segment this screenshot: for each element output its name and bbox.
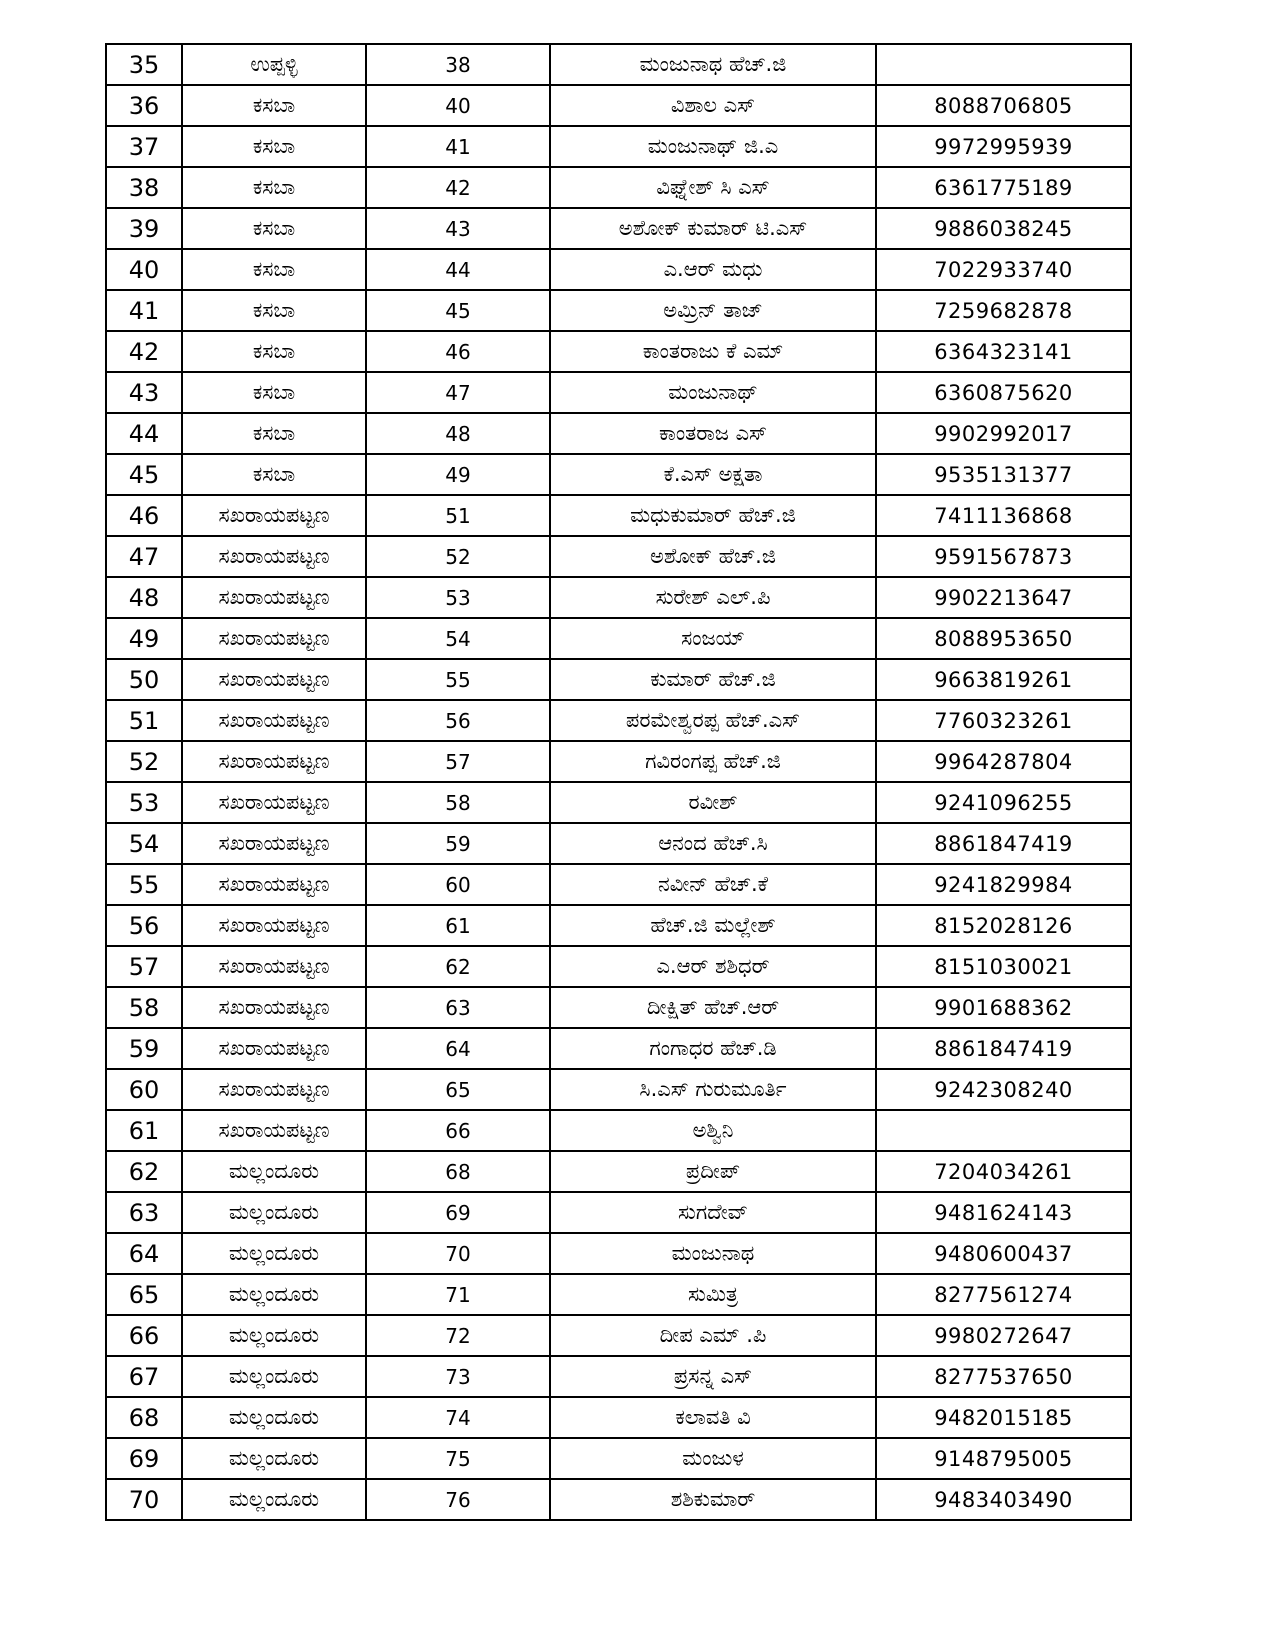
serial-number-cell: 58: [106, 987, 182, 1028]
phone-number-cell: 9886038245: [876, 208, 1131, 249]
number-cell: 62: [366, 946, 550, 987]
table-row: [106, 536, 1131, 577]
person-name-cell: ಎ.ಆರ್ ಮಧು: [550, 249, 876, 290]
serial-number-cell: 54: [106, 823, 182, 864]
person-name-cell: ಎ.ಆರ್ ಶಶಿಧರ್: [550, 946, 876, 987]
number-cell: 38: [366, 44, 550, 85]
number-cell: 56: [366, 700, 550, 741]
hobli-cell: ಕಸಬಾ: [182, 372, 366, 413]
person-name-cell: ಅಶ್ವಿನಿ: [550, 1110, 876, 1151]
person-name-cell: ಪ್ರಸನ್ನ ಎಸ್: [550, 1356, 876, 1397]
person-name-cell: ರವೀಶ್: [550, 782, 876, 823]
table-row: [106, 864, 1131, 905]
hobli-cell: ಸಖರಾಯಪಟ್ಟಣ: [182, 700, 366, 741]
number-cell: 61: [366, 905, 550, 946]
number-cell: 76: [366, 1479, 550, 1520]
table-row: [106, 1315, 1131, 1356]
serial-number-cell: 57: [106, 946, 182, 987]
number-cell: 60: [366, 864, 550, 905]
phone-number-cell: 8277537650: [876, 1356, 1131, 1397]
person-name-cell: ನವೀನ್ ಹೆಚ್.ಕೆ: [550, 864, 876, 905]
person-name-cell: ದೀಕ್ಷಿತ್ ಹೆಚ್.ಆರ್: [550, 987, 876, 1028]
serial-number-cell: 59: [106, 1028, 182, 1069]
phone-number-cell: 9964287804: [876, 741, 1131, 782]
table-row: [106, 905, 1131, 946]
person-name-cell: ಸುರೇಶ್ ಎಲ್.ಪಿ: [550, 577, 876, 618]
person-name-cell: ಸಂಜಯ್: [550, 618, 876, 659]
phone-number-cell: 9535131377: [876, 454, 1131, 495]
hobli-cell: ಕಸಬಾ: [182, 85, 366, 126]
table-row: [106, 208, 1131, 249]
hobli-cell: ಕಸಬಾ: [182, 126, 366, 167]
number-cell: 72: [366, 1315, 550, 1356]
serial-number-cell: 63: [106, 1192, 182, 1233]
person-name-cell: ಸುಗದೇವ್: [550, 1192, 876, 1233]
number-cell: 53: [366, 577, 550, 618]
phone-number-cell: 8861847419: [876, 823, 1131, 864]
phone-number-cell: 8151030021: [876, 946, 1131, 987]
serial-number-cell: 38: [106, 167, 182, 208]
number-cell: 46: [366, 331, 550, 372]
hobli-cell: ಸಖರಾಯಪಟ್ಟಣ: [182, 946, 366, 987]
hobli-cell: ಸಖರಾಯಪಟ್ಟಣ: [182, 823, 366, 864]
hobli-cell: ಸಖರಾಯಪಟ್ಟಣ: [182, 1069, 366, 1110]
phone-number-cell: 7760323261: [876, 700, 1131, 741]
phone-number-cell: 9480600437: [876, 1233, 1131, 1274]
number-cell: 65: [366, 1069, 550, 1110]
table-row: [106, 372, 1131, 413]
serial-number-cell: 68: [106, 1397, 182, 1438]
table-row: [106, 495, 1131, 536]
hobli-cell: ಕಸಬಾ: [182, 454, 366, 495]
serial-number-cell: 40: [106, 249, 182, 290]
serial-number-cell: 70: [106, 1479, 182, 1520]
hobli-cell: ಕಸಬಾ: [182, 331, 366, 372]
number-cell: 40: [366, 85, 550, 126]
serial-number-cell: 56: [106, 905, 182, 946]
phone-number-cell: 9241829984: [876, 864, 1131, 905]
hobli-cell: ಸಖರಾಯಪಟ್ಟಣ: [182, 659, 366, 700]
person-name-cell: ಶಶಿಕುಮಾರ್: [550, 1479, 876, 1520]
table-row: [106, 126, 1131, 167]
hobli-cell: ಕಸಬಾ: [182, 208, 366, 249]
serial-number-cell: 43: [106, 372, 182, 413]
serial-number-cell: 48: [106, 577, 182, 618]
serial-number-cell: 37: [106, 126, 182, 167]
phone-number-cell: [876, 44, 1131, 85]
serial-number-cell: 53: [106, 782, 182, 823]
table-row: [106, 782, 1131, 823]
phone-number-cell: 7411136868: [876, 495, 1131, 536]
number-cell: 48: [366, 413, 550, 454]
table-row: [106, 1069, 1131, 1110]
number-cell: 63: [366, 987, 550, 1028]
number-cell: 51: [366, 495, 550, 536]
phone-number-cell: 8861847419: [876, 1028, 1131, 1069]
serial-number-cell: 44: [106, 413, 182, 454]
hobli-cell: ಸಖರಾಯಪಟ್ಟಣ: [182, 618, 366, 659]
hobli-cell: ಮಲ್ಲಂದೂರು: [182, 1192, 366, 1233]
hobli-cell: ಮಲ್ಲಂದೂರು: [182, 1397, 366, 1438]
person-name-cell: ಕೆ.ಎಸ್ ಅಕ್ಷತಾ: [550, 454, 876, 495]
phone-number-cell: 7204034261: [876, 1151, 1131, 1192]
number-cell: 66: [366, 1110, 550, 1151]
serial-number-cell: 35: [106, 44, 182, 85]
table-row: [106, 946, 1131, 987]
hobli-cell: ಕಸಬಾ: [182, 167, 366, 208]
phone-number-cell: 9902992017: [876, 413, 1131, 454]
number-cell: 42: [366, 167, 550, 208]
table-row: [106, 618, 1131, 659]
hobli-cell: ಮಲ್ಲಂದೂರು: [182, 1356, 366, 1397]
phone-number-cell: 9902213647: [876, 577, 1131, 618]
hobli-cell: ಮಲ್ಲಂದೂರು: [182, 1151, 366, 1192]
serial-number-cell: 62: [106, 1151, 182, 1192]
number-cell: 73: [366, 1356, 550, 1397]
number-cell: 70: [366, 1233, 550, 1274]
hobli-cell: ಸಖರಾಯಪಟ್ಟಣ: [182, 1028, 366, 1069]
roster-body: [106, 44, 1131, 1520]
person-name-cell: ಗವಿರಂಗಪ್ಪ ಹೆಚ್.ಜಿ: [550, 741, 876, 782]
serial-number-cell: 45: [106, 454, 182, 495]
number-cell: 54: [366, 618, 550, 659]
number-cell: 64: [366, 1028, 550, 1069]
serial-number-cell: 69: [106, 1438, 182, 1479]
phone-number-cell: 7259682878: [876, 290, 1131, 331]
number-cell: 44: [366, 249, 550, 290]
person-name-cell: ಕಾಂತರಾಜು ಕೆ ಎಮ್: [550, 331, 876, 372]
phone-number-cell: 9482015185: [876, 1397, 1131, 1438]
serial-number-cell: 55: [106, 864, 182, 905]
hobli-cell: ಸಖರಾಯಪಟ್ಟಣ: [182, 1110, 366, 1151]
table-row: [106, 1028, 1131, 1069]
serial-number-cell: 47: [106, 536, 182, 577]
table-row: [106, 987, 1131, 1028]
phone-number-cell: 6364323141: [876, 331, 1131, 372]
phone-number-cell: 9972995939: [876, 126, 1131, 167]
person-name-cell: ಕುಮಾರ್ ಹೆಚ್.ಜಿ: [550, 659, 876, 700]
phone-number-cell: 9980272647: [876, 1315, 1131, 1356]
phone-number-cell: 8088953650: [876, 618, 1131, 659]
serial-number-cell: 65: [106, 1274, 182, 1315]
person-name-cell: ಹೆಚ್.ಜಿ ಮಲ್ಲೇಶ್: [550, 905, 876, 946]
table-row: [106, 290, 1131, 331]
person-name-cell: ವಿಶಾಲ ಎಸ್: [550, 85, 876, 126]
person-name-cell: ಮಂಜುಳ: [550, 1438, 876, 1479]
hobli-cell: ಮಲ್ಲಂದೂರು: [182, 1438, 366, 1479]
person-name-cell: ಆನಂದ ಹೆಚ್.ಸಿ: [550, 823, 876, 864]
person-name-cell: ಮಂಜುನಾಥ: [550, 1233, 876, 1274]
table-row: [106, 1233, 1131, 1274]
serial-number-cell: 50: [106, 659, 182, 700]
serial-number-cell: 61: [106, 1110, 182, 1151]
table-row: [106, 1397, 1131, 1438]
person-name-cell: ಪ್ರದೀಪ್: [550, 1151, 876, 1192]
number-cell: 59: [366, 823, 550, 864]
person-name-cell: ಮಧುಕುಮಾರ್ ಹೆಚ್.ಜಿ: [550, 495, 876, 536]
serial-number-cell: 49: [106, 618, 182, 659]
hobli-cell: ಕಸಬಾ: [182, 290, 366, 331]
serial-number-cell: 41: [106, 290, 182, 331]
table-row: [106, 1110, 1131, 1151]
table-row: [106, 249, 1131, 290]
number-cell: 58: [366, 782, 550, 823]
table-row: [106, 1479, 1131, 1520]
person-name-cell: ಮಂಜುನಾಥ್ ಜಿ.ಎ: [550, 126, 876, 167]
hobli-cell: ಮಲ್ಲಂದೂರು: [182, 1479, 366, 1520]
hobli-cell: ಸಖರಾಯಪಟ್ಟಣ: [182, 495, 366, 536]
person-name-cell: ಗಂಗಾಧರ ಹೆಚ್.ಡಿ: [550, 1028, 876, 1069]
table-row: [106, 1438, 1131, 1479]
phone-number-cell: 9483403490: [876, 1479, 1131, 1520]
hobli-cell: ಮಲ್ಲಂದೂರು: [182, 1274, 366, 1315]
table-row: [106, 167, 1131, 208]
phone-number-cell: 9241096255: [876, 782, 1131, 823]
serial-number-cell: 46: [106, 495, 182, 536]
person-name-cell: ಅಮ್ರಿನ್ ತಾಜ್: [550, 290, 876, 331]
person-name-cell: ಅಶೋಕ್ ಕುಮಾರ್ ಟಿ.ಎಸ್: [550, 208, 876, 249]
phone-number-cell: 9148795005: [876, 1438, 1131, 1479]
phone-number-cell: [876, 1110, 1131, 1151]
serial-number-cell: 67: [106, 1356, 182, 1397]
number-cell: 49: [366, 454, 550, 495]
number-cell: 71: [366, 1274, 550, 1315]
phone-number-cell: 8152028126: [876, 905, 1131, 946]
phone-number-cell: 8277561274: [876, 1274, 1131, 1315]
person-name-cell: ಸಿ.ಎಸ್ ಗುರುಮೂರ್ತಿ: [550, 1069, 876, 1110]
number-cell: 68: [366, 1151, 550, 1192]
number-cell: 47: [366, 372, 550, 413]
number-cell: 55: [366, 659, 550, 700]
person-name-cell: ಕಾಂತರಾಜ ಎಸ್: [550, 413, 876, 454]
table-row: [106, 1356, 1131, 1397]
phone-number-cell: 8088706805: [876, 85, 1131, 126]
number-cell: 41: [366, 126, 550, 167]
table-row: [106, 1192, 1131, 1233]
number-cell: 69: [366, 1192, 550, 1233]
person-name-cell: ಕಲಾವತಿ ವಿ: [550, 1397, 876, 1438]
phone-number-cell: 9242308240: [876, 1069, 1131, 1110]
table-row: [106, 577, 1131, 618]
number-cell: 75: [366, 1438, 550, 1479]
table-row: [106, 1151, 1131, 1192]
phone-number-cell: 9591567873: [876, 536, 1131, 577]
table-row: [106, 85, 1131, 126]
phone-number-cell: 6361775189: [876, 167, 1131, 208]
person-name-cell: ಮಂಜುನಾಥ ಹೆಚ್.ಜಿ: [550, 44, 876, 85]
number-cell: 74: [366, 1397, 550, 1438]
phone-number-cell: 9901688362: [876, 987, 1131, 1028]
hobli-cell: ಮಲ್ಲಂದೂರು: [182, 1233, 366, 1274]
table-row: [106, 1274, 1131, 1315]
phone-number-cell: 7022933740: [876, 249, 1131, 290]
serial-number-cell: 64: [106, 1233, 182, 1274]
serial-number-cell: 36: [106, 85, 182, 126]
hobli-cell: ಕಸಬಾ: [182, 249, 366, 290]
number-cell: 45: [366, 290, 550, 331]
person-name-cell: ಸುಮಿತ್ರ: [550, 1274, 876, 1315]
serial-number-cell: 39: [106, 208, 182, 249]
serial-number-cell: 42: [106, 331, 182, 372]
hobli-cell: ಸಖರಾಯಪಟ್ಟಣ: [182, 782, 366, 823]
serial-number-cell: 66: [106, 1315, 182, 1356]
hobli-cell: ಮಲ್ಲಂದೂರು: [182, 1315, 366, 1356]
person-name-cell: ಪರಮೇಶ್ವರಪ್ಪ ಹೆಚ್.ಎಸ್: [550, 700, 876, 741]
person-name-cell: ಅಶೋಕ್ ಹೆಚ್.ಜಿ: [550, 536, 876, 577]
hobli-cell: ಸಖರಾಯಪಟ್ಟಣ: [182, 864, 366, 905]
table-row: [106, 44, 1131, 85]
phone-number-cell: 6360875620: [876, 372, 1131, 413]
phone-number-cell: 9481624143: [876, 1192, 1131, 1233]
serial-number-cell: 51: [106, 700, 182, 741]
table-row: [106, 700, 1131, 741]
person-name-cell: ವಿಘ್ನೇಶ್ ಸಿ ಎಸ್: [550, 167, 876, 208]
person-name-cell: ದೀಪ ಎಮ್ .ಪಿ: [550, 1315, 876, 1356]
roster-table: [105, 43, 1132, 1521]
hobli-cell: ಉಪ್ಪಳ್ಳಿ: [182, 44, 366, 85]
table-row: [106, 741, 1131, 782]
table-row: [106, 331, 1131, 372]
table-row: [106, 823, 1131, 864]
hobli-cell: ಸಖರಾಯಪಟ್ಟಣ: [182, 577, 366, 618]
serial-number-cell: 52: [106, 741, 182, 782]
number-cell: 52: [366, 536, 550, 577]
table-row: [106, 659, 1131, 700]
hobli-cell: ಸಖರಾಯಪಟ್ಟಣ: [182, 987, 366, 1028]
hobli-cell: ಸಖರಾಯಪಟ್ಟಣ: [182, 741, 366, 782]
serial-number-cell: 60: [106, 1069, 182, 1110]
person-name-cell: ಮಂಜುನಾಥ್: [550, 372, 876, 413]
hobli-cell: ಸಖರಾಯಪಟ್ಟಣ: [182, 536, 366, 577]
hobli-cell: ಸಖರಾಯಪಟ್ಟಣ: [182, 905, 366, 946]
table-row: [106, 454, 1131, 495]
phone-number-cell: 9663819261: [876, 659, 1131, 700]
hobli-cell: ಕಸಬಾ: [182, 413, 366, 454]
table-row: [106, 413, 1131, 454]
number-cell: 57: [366, 741, 550, 782]
number-cell: 43: [366, 208, 550, 249]
